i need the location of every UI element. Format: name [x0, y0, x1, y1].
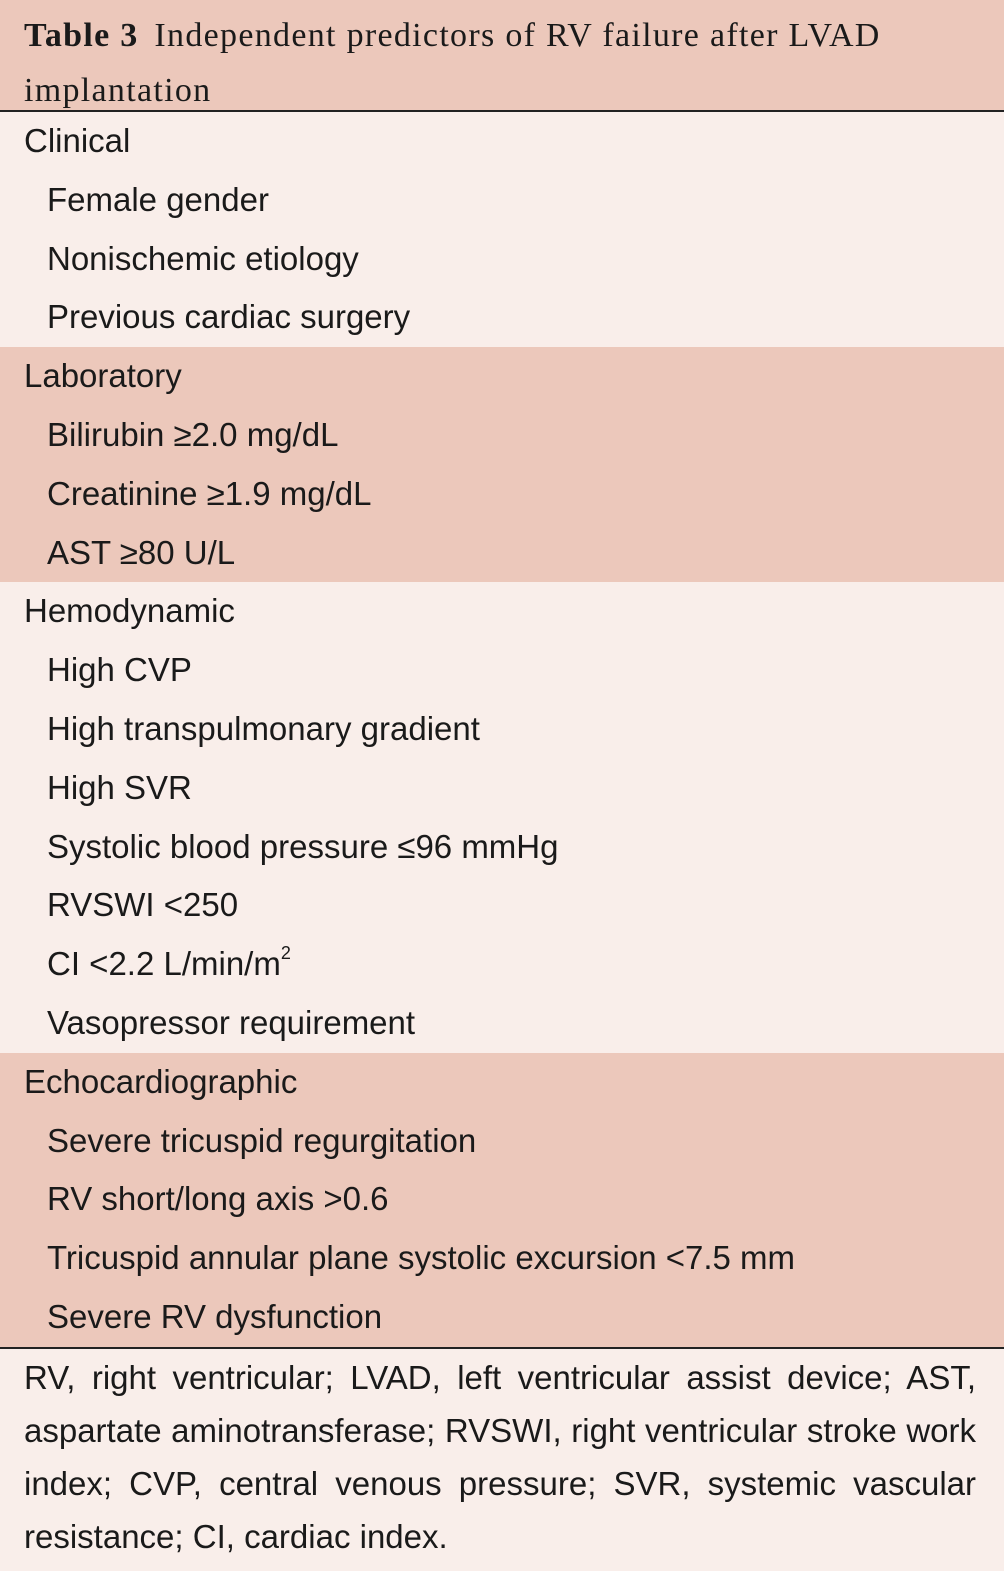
section-echocardiographic	[0, 1053, 1004, 1349]
ci-superscript: 2	[280, 943, 291, 964]
table-row: Tricuspid annular plane systolic excursion <7.5 mm	[47, 1239, 796, 1277]
table-row: RV short/long axis >0.6	[47, 1180, 389, 1218]
section-clinical	[0, 112, 1004, 347]
table-row: RVSWI <250	[47, 886, 239, 924]
section-laboratory	[0, 347, 1004, 582]
table-row: Severe RV dysfunction	[47, 1297, 383, 1335]
table-footnote: RV, right ventricular; LVAD, left ventricular assist device; AST, aspartate aminotransferase; RVSWI, right ventricular stroke work index; CVP, central venous pressure; SVR, systemic vascular resistance; CI, cardiac index.	[0, 1349, 1004, 1571]
table-row: Systolic blood pressure ≤96 mmHg	[47, 827, 559, 865]
table-row: Severe tricuspid regurgitation	[47, 1121, 477, 1159]
section-heading-hemodynamic: Hemodynamic	[24, 592, 235, 630]
table-caption	[0, 0, 1004, 112]
table-row: Nonischemic etiology	[47, 239, 359, 277]
table-row: Bilirubin ≥2.0 mg/dL	[47, 415, 339, 453]
table-row: Previous cardiac surgery	[47, 298, 411, 336]
table-row	[0, 935, 1004, 994]
section-heading-echocardiographic: Echocardiographic	[24, 1062, 298, 1100]
table-row: Vasopressor requirement	[47, 1003, 416, 1041]
section-heading-clinical: Clinical	[24, 122, 131, 159]
table-row: High SVR	[47, 768, 192, 806]
table-title: Independent predictors of RV failure after LVAD implantation	[24, 17, 881, 109]
table-row: AST ≥80 U/L	[47, 533, 236, 571]
table-row: Female gender	[47, 180, 269, 218]
table-row: High transpulmonary gradient	[47, 709, 480, 747]
table-number: Table 3	[24, 17, 139, 54]
section-hemodynamic	[0, 582, 1004, 1052]
ci-text: CI <2.2 L/min/m	[47, 945, 281, 983]
table-row: Creatinine ≥1.9 mg/dL	[47, 474, 372, 512]
section-heading-laboratory: Laboratory	[24, 357, 182, 395]
table-row: High CVP	[47, 651, 192, 689]
